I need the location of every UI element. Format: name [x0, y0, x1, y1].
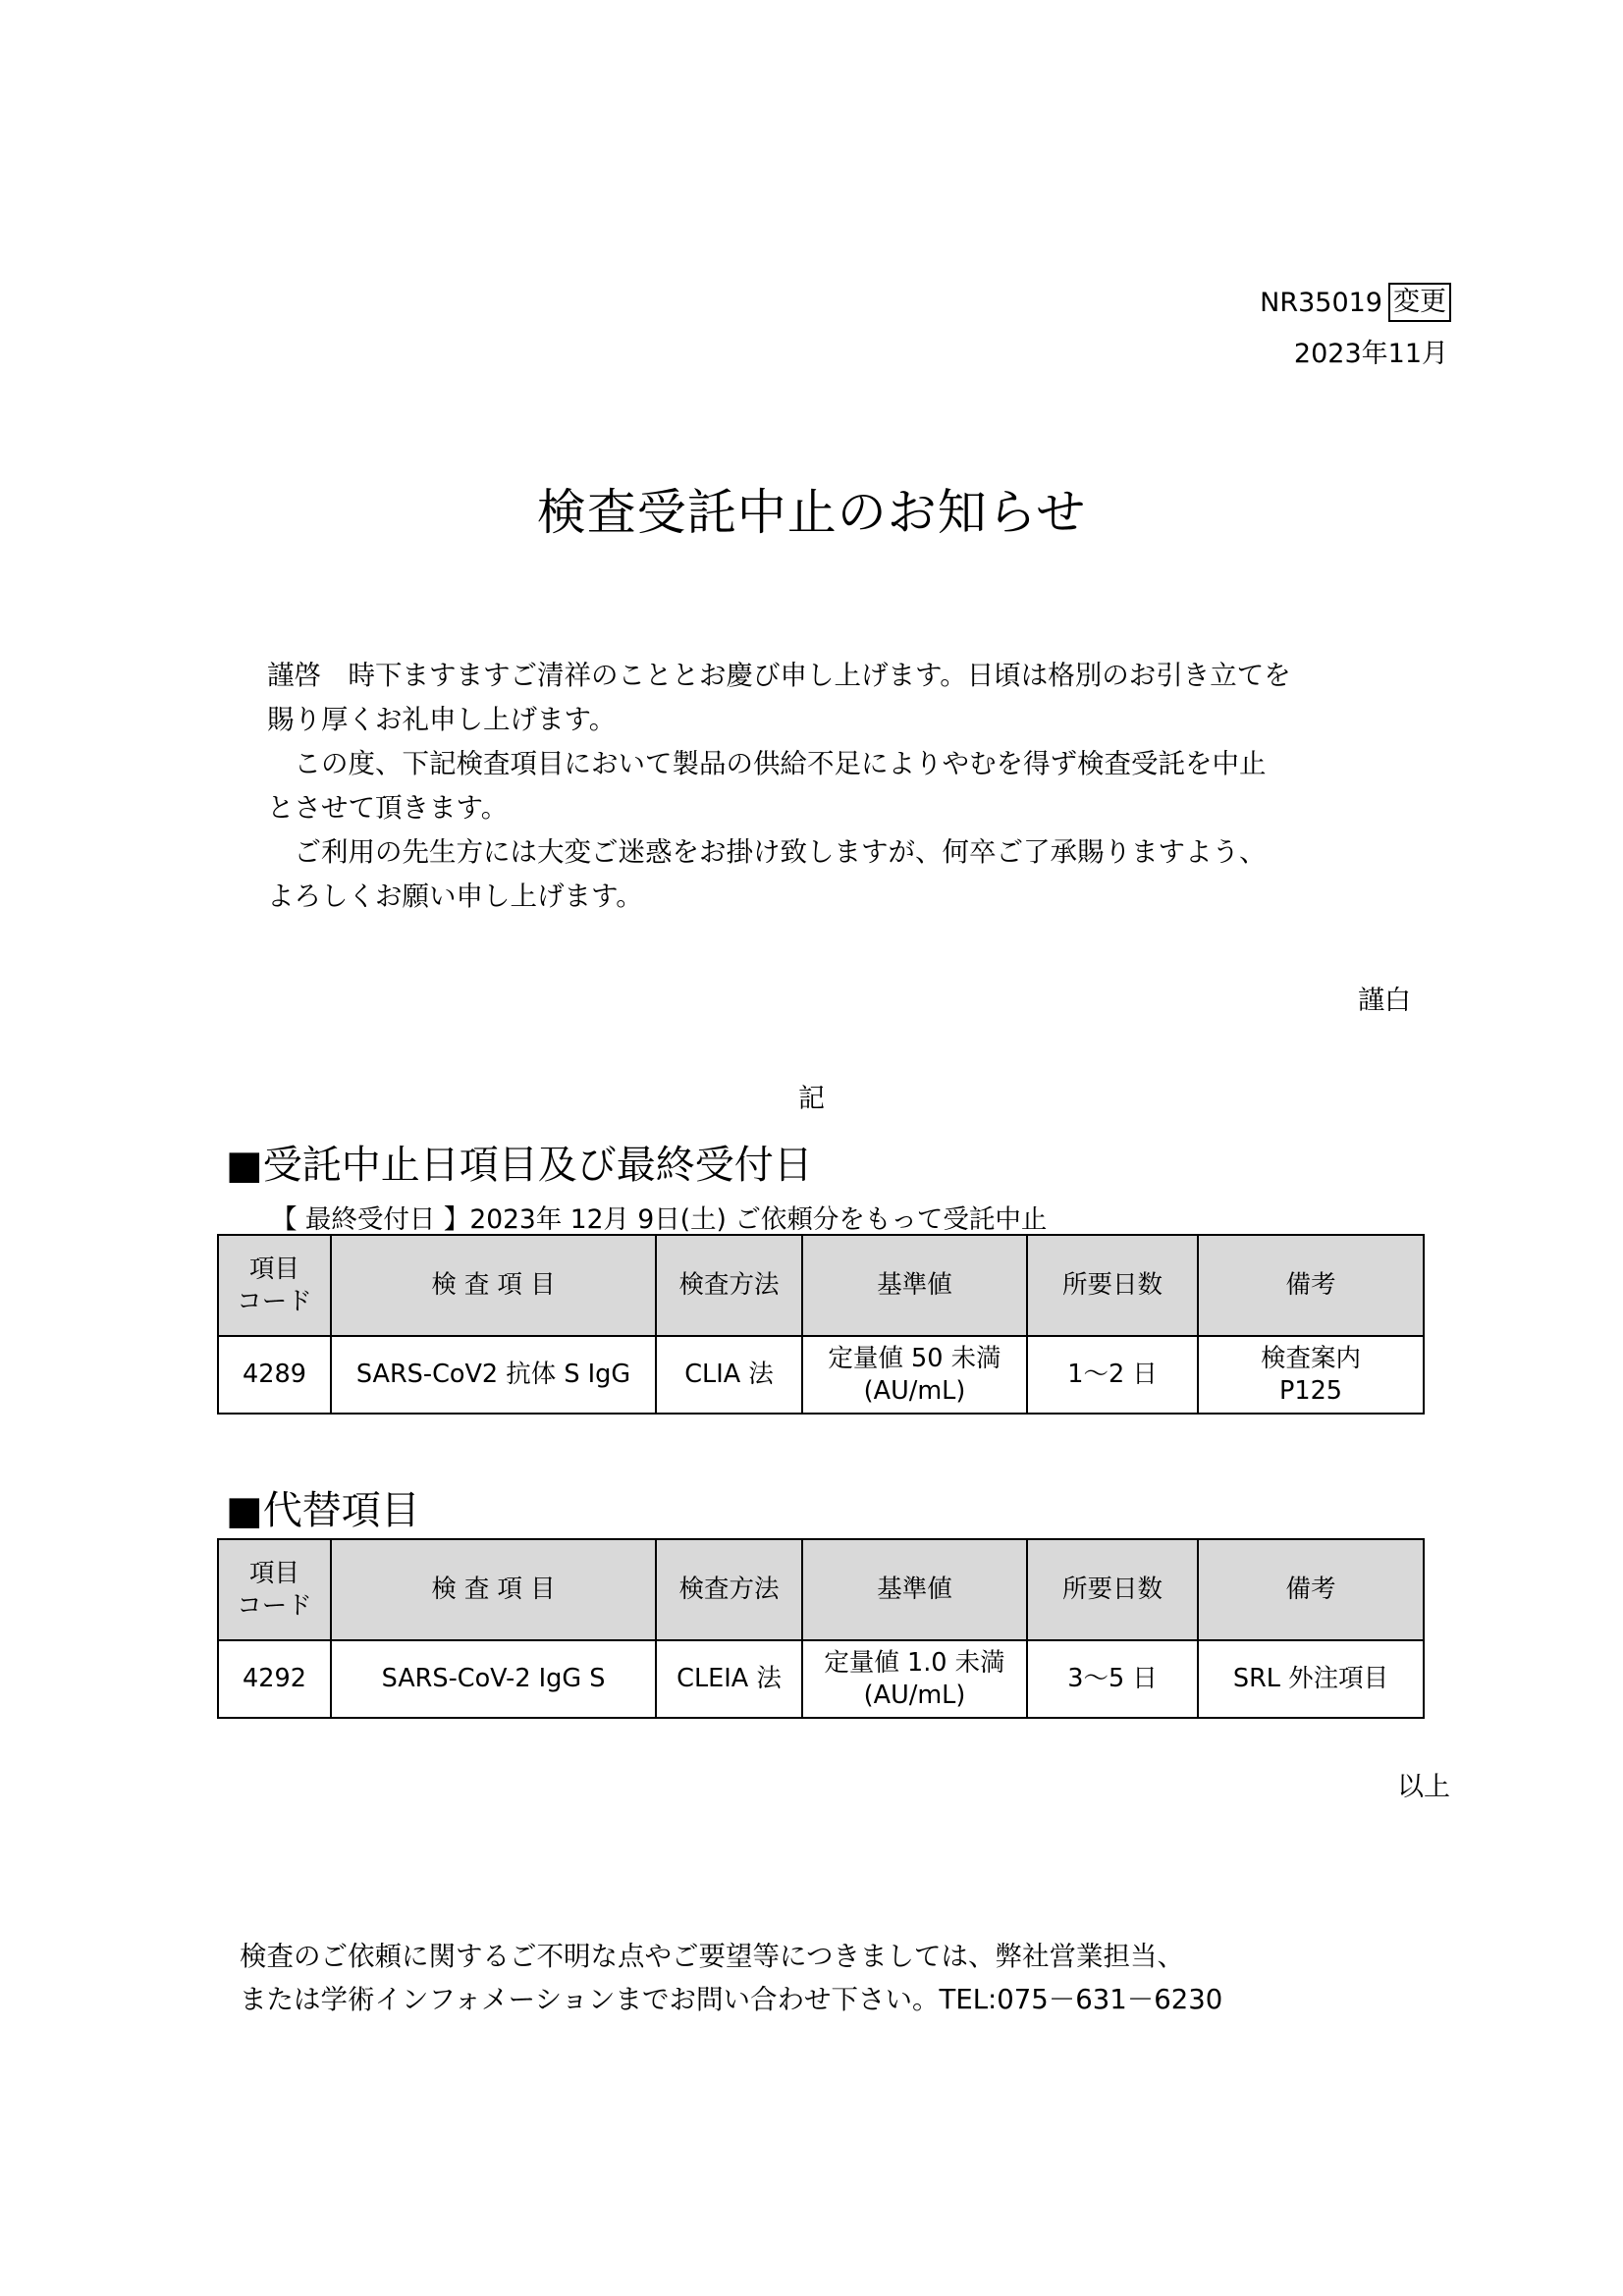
cell-text: CLIA 法 — [684, 1360, 774, 1389]
header-remarks — [1198, 1235, 1424, 1336]
table-row — [218, 1336, 1424, 1414]
cell-text: P125 — [1278, 1375, 1343, 1406]
closing-word: 謹白 — [1358, 986, 1411, 1016]
body-line: ご利用の先生方には大変ご迷惑をお掛け致しますが、何卒ご了承賜りますよう、 — [267, 836, 1267, 868]
table-header-row — [218, 1235, 1424, 1336]
document-number — [1260, 283, 1451, 322]
cell-text: 基準値 — [877, 1575, 952, 1604]
cell-reference-value — [802, 1640, 1027, 1718]
body-line: よろしくお願い申し上げます。 — [267, 881, 643, 912]
header-remarks — [1198, 1539, 1424, 1640]
header-test-name — [331, 1235, 656, 1336]
cell-text: 備考 — [1285, 1575, 1336, 1604]
cell-text: 検 査 項 目 — [431, 1270, 556, 1300]
body-line: とさせて頂きます。 — [267, 792, 509, 824]
contact-info — [240, 1935, 1222, 2021]
cell-turnaround-days — [1027, 1336, 1198, 1414]
document-date: 2023年11月 — [1293, 339, 1448, 369]
cell-text: 検査方法 — [678, 1270, 780, 1300]
cell-remarks — [1198, 1640, 1424, 1718]
cell-text: SRL 外注項目 — [1232, 1664, 1389, 1693]
cell-text: コード — [237, 1590, 312, 1621]
cell-text: 検査案内 — [1260, 1343, 1361, 1373]
section-heading-suspended: ■受託中止日項目及び最終受付日 — [226, 1143, 813, 1188]
header-turnaround-days — [1027, 1539, 1198, 1640]
cell-text: 所要日数 — [1061, 1270, 1163, 1300]
cell-text: 3～5 日 — [1067, 1664, 1158, 1693]
table-header-row — [218, 1539, 1424, 1640]
cell-text: (AU/mL) — [863, 1375, 966, 1406]
ki-mark: 記 — [798, 1084, 825, 1114]
cell-text: CLEIA 法 — [676, 1664, 782, 1693]
header-test-name — [331, 1539, 656, 1640]
end-mark: 以上 — [1397, 1772, 1450, 1802]
section-heading-alternative: ■代替項目 — [226, 1488, 420, 1533]
contact-line: または学術インフォメーションまでお問い合わせ下さい。TEL:075－631－6230 — [240, 1984, 1223, 2015]
header-item-code — [218, 1539, 331, 1640]
cell-text: 備考 — [1285, 1270, 1336, 1300]
cell-text: (AU/mL) — [863, 1680, 966, 1710]
contact-line: 検査のご依頼に関するご不明な点やご要望等につきましては、弊社営業担当、 — [240, 1941, 1184, 1972]
cell-text: 項目 — [248, 1254, 299, 1284]
body-line: 謹啓 時下ますますご清祥のこととお慶び申し上げます。日頃は格別のお引き立てを — [267, 660, 1291, 691]
change-badge: 変更 — [1388, 283, 1451, 322]
cell-text: 検 査 項 目 — [431, 1575, 556, 1604]
suspended-items-table — [217, 1234, 1425, 1415]
header-method — [656, 1539, 802, 1640]
cell-reference-value — [802, 1336, 1027, 1414]
cell-text: 定量値 1.0 未満 — [824, 1647, 1005, 1678]
document-title: 検査受託中止のお知らせ — [536, 484, 1087, 541]
cell-text: 基準値 — [877, 1270, 952, 1300]
cell-text: 4292 — [243, 1664, 306, 1693]
final-acceptance-date: 【 最終受付日 】2023年 12月 9日(土) ご依頼分をもって受託中止 — [271, 1204, 1048, 1235]
header-reference-value — [802, 1539, 1027, 1640]
cell-text: 4289 — [243, 1360, 306, 1389]
document-number-text: NR35019 — [1260, 287, 1382, 318]
alternative-items-table — [217, 1538, 1425, 1719]
body-text — [267, 654, 1367, 919]
header-method — [656, 1235, 802, 1336]
cell-text: SARS-CoV-2 IgG S — [381, 1664, 606, 1693]
cell-text: コード — [237, 1286, 312, 1316]
cell-turnaround-days — [1027, 1640, 1198, 1718]
header-turnaround-days — [1027, 1235, 1198, 1336]
cell-text: 検査方法 — [678, 1575, 780, 1604]
cell-text: 所要日数 — [1061, 1575, 1163, 1604]
cell-text: 定量値 50 未満 — [828, 1343, 1001, 1373]
cell-text: 1～2 日 — [1067, 1360, 1158, 1389]
table-row — [218, 1640, 1424, 1718]
cell-method — [656, 1336, 802, 1414]
cell-text: 項目 — [248, 1558, 299, 1588]
cell-text: SARS-CoV2 抗体 S IgG — [355, 1360, 631, 1389]
cell-remarks — [1198, 1336, 1424, 1414]
body-line: この度、下記検査項目において製品の供給不足によりやむを得ず検査受託を中止 — [267, 748, 1267, 779]
body-line: 賜り厚くお礼申し上げます。 — [267, 704, 617, 735]
cell-item-code — [218, 1336, 331, 1414]
header-item-code — [218, 1235, 331, 1336]
cell-item-code — [218, 1640, 331, 1718]
cell-test-name — [331, 1336, 656, 1414]
cell-test-name — [331, 1640, 656, 1718]
header-reference-value — [802, 1235, 1027, 1336]
cell-method — [656, 1640, 802, 1718]
